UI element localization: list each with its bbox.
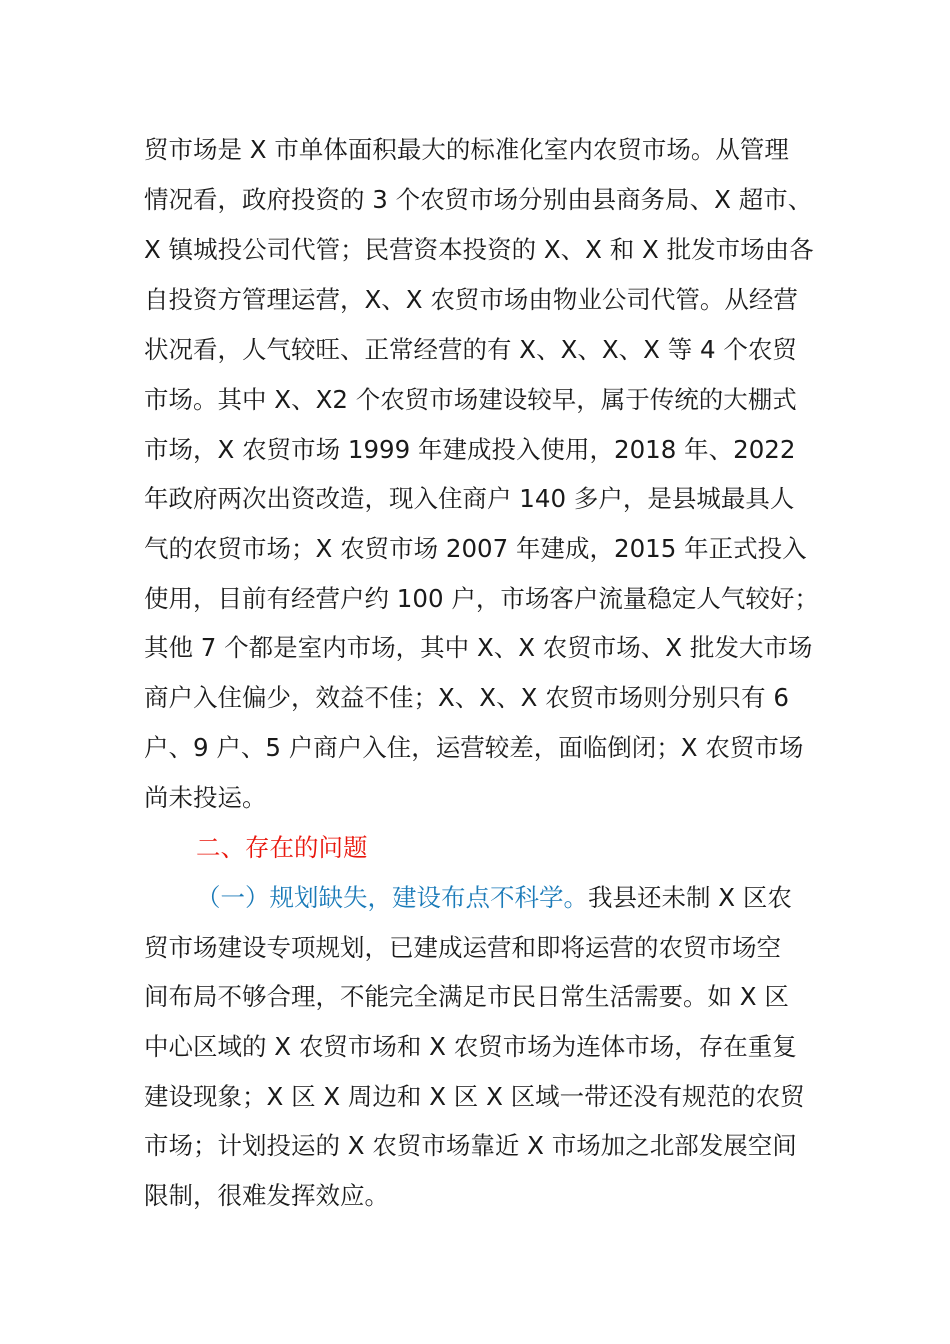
paragraph-line: 情况看，政府投资的 3 个农贸市场分别由县商务局、X 超市、 — [144, 185, 813, 214]
paragraph-line: 商户入住偏少，效益不佳；X、X、X 农贸市场则分别只有 6 — [144, 683, 790, 712]
paragraph-line: 户、9 户、5 户商户入住，运营较差，面临倒闭；X 农贸市场 — [144, 733, 804, 762]
paragraph-line: 年政府两次出资改造，现入住商户 140 多户，是县城最具人 — [144, 484, 795, 513]
paragraph-line-text: 我县还未制 X 区农 — [588, 883, 792, 912]
paragraph-line: 中心区域的 X 农贸市场和 X 农贸市场为连体市场，存在重复 — [144, 1032, 797, 1061]
paragraph-line: 市场，X 农贸市场 1999 年建成投入使用，2018 年、2022 — [144, 435, 796, 464]
paragraph-line: 建设现象；X 区 X 周边和 X 区 X 区域一带还没有规范的农贸 — [144, 1082, 805, 1111]
paragraph-line: 自投资方管理运营，X、X 农贸市场由物业公司代管。从经营 — [144, 285, 798, 314]
paragraph-line: 其他 7 个都是室内市场，其中 X、X 农贸市场、X 批发大市场 — [144, 633, 813, 662]
subsection-heading: （一）规划缺失，建设布点不科学。 — [196, 883, 588, 912]
section-heading: 二、存在的问题 — [196, 833, 368, 862]
paragraph-line: 尚未投运。 — [144, 783, 267, 812]
paragraph-line: 贸市场是 X 市单体面积最大的标准化室内农贸市场。从管理 — [144, 135, 789, 164]
paragraph-line: 气的农贸市场；X 农贸市场 2007 年建成，2015 年正式投入 — [144, 534, 807, 563]
paragraph-line: 间布局不够合理，不能完全满足市民日常生活需要。如 X 区 — [144, 982, 789, 1011]
paragraph-line: 状况看，人气较旺、正常经营的有 X、X、X、X 等 4 个农贸 — [144, 335, 797, 364]
paragraph-line: 市场。其中 X、X2 个农贸市场建设较早，属于传统的大棚式 — [144, 385, 797, 414]
paragraph-line: 限制，很难发挥效应。 — [144, 1181, 389, 1210]
paragraph-line: X 镇城投公司代管；民营资本投资的 X、X 和 X 批发市场由各 — [144, 235, 814, 264]
paragraph-line: 市场；计划投运的 X 农贸市场靠近 X 市场加之北部发展空间 — [144, 1131, 797, 1160]
paragraph-line: 贸市场建设专项规划，已建成运营和即将运营的农贸市场空 — [144, 933, 781, 962]
paragraph-line: 使用，目前有经营户约 100 户，市场客户流量稳定人气较好； — [144, 584, 819, 613]
subsection-first-line — [196, 878, 866, 918]
